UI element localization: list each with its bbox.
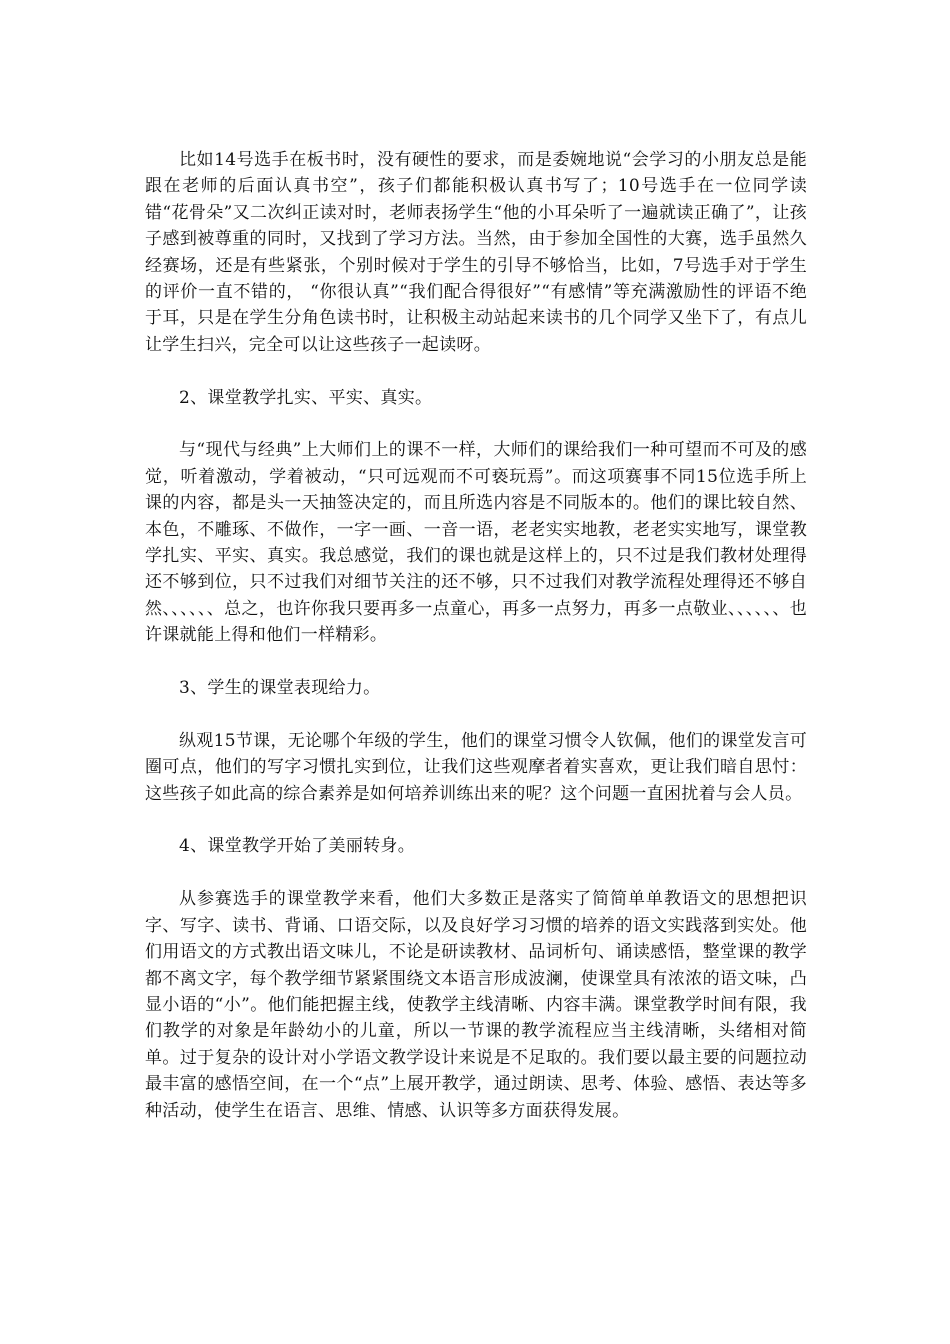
document-body — [145, 147, 807, 1150]
paragraph-student-performance: 纵观15节课，无论哪个年级的学生，他们的课堂习惯令人钦佩，他们的课堂发言可圈可点，他们的写字习惯扎实到位，让我们这些观摩者着实喜欢，更让我们暗自思忖：这些孩子如此高的综合素养是如何培养训练出来的呢？这个问题一直困扰着与会人员。 — [145, 730, 807, 804]
section-heading-4: 4、课堂教学开始了美丽转身。 — [179, 836, 416, 857]
section-heading-2: 2、课堂教学扎实、平实、真实。 — [179, 387, 433, 408]
section-heading-3: 3、学生的课堂表现给力。 — [179, 678, 381, 699]
paragraph-solid-teaching: 与“现代与经典”上大师们上的课不一样，大师们的课给我们一种可望而不可及的感觉，听着激动，学着被动，“只可远观而不可亵玩焉”。而这项赛事不同15位选手所上课的内容，都是头一天抽签决定的，而且所选内容是不同版本的。他们的课比较自然、本色，不雕琢、不做作，一字一画、一音一语，老老实实地教，老老实实地写，课堂教学扎实、平实、真实。我总感觉，我们的课也就是这样上的，只不过是我们教材处理得还不够到位，只不过我们对细节关注的还不够，只不过我们对教学流程处理得还不够自然、、、、、、总之，也许你我只要再多一点童心，再多一点努力，再多一点敬业、、、、、、也许课就能上得和他们一样精彩。 — [145, 440, 807, 646]
paragraph-teaching-transformation: 从参赛选手的课堂教学来看，他们大多数正是落实了简简单单教语文的思想把识字、写字、读书、背诵、口语交际，以及良好学习习惯的培养的语文实践落到实处。他们用语文的方式教出语文味儿，不论是研读教材、品词析句、诵读感悟，整堂课的教学都不离文字，每个教学细节紧紧围绕文本语言形成波澜，使课堂具有浓浓的语文味，凸显小语的“小”。他们能把握主线，使教学主线清晰、内容丰满。课堂教学时间有限，我们教学的对象是年龄幼小的儿童，所以一节课的教学流程应当主线清晰，头绪相对简单。过于复杂的设计对小学语文教学设计来说是不足取的。我们要以最主要的问题拉动最丰富的感悟空间，在一个“点”上展开教学，通过朗读、思考、体验、感悟、表达等多种活动，使学生在语言、思维、情感、认识等多方面获得发展。 — [145, 889, 807, 1121]
paragraph-teacher-guidance: 比如14号选手在板书时，没有硬性的要求，而是委婉地说“会学习的小朋友总是能跟在老师的后面认真书空”，孩子们都能积极认真书写了；10号选手在一位同学读错“花骨朵”又二次纠正读对时，老师表扬学生“他的小耳朵听了一遍就读正确了”，让孩子感到被尊重的同时，又找到了学习方法。当然，由于参加全国性的大赛，选手虽然久经赛场，还是有些紧张，个别时候对于学生的引导不够恰当，比如，7号选手对于学生的评价一直不错的， “你很认真”“我们配合得很好”“有感情”等充满激励性的评语不绝于耳，只是在学生分角色读书时，让积极主动站起来读书的几个同学又坐下了，有点儿让学生扫兴，完全可以让这些孩子一起读呀。 — [145, 150, 807, 355]
